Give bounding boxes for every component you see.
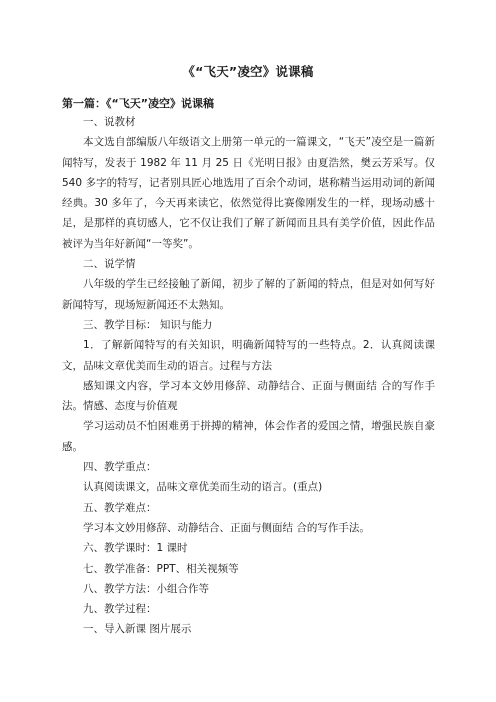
- paragraph-goals-emotion: 学习运动员不怕困难勇于拼搏的精神，体会作者的爱国之情，增强民族自豪感。: [62, 420, 435, 453]
- paragraph-goals-knowledge: 1．了解新闻特写的有关知识，明确新闻特写的一些特点。2．认真阅读课文，品味文章优美而生动的语言。过程与方法: [62, 339, 435, 372]
- paragraph-goals-process: 感知课文内容，学习本文妙用修辞、动静结合、正面与侧面结 合的写作手法。情感、态度与价值观: [62, 379, 435, 413]
- paragraph-heading-difficulties: 五、教学难点：: [83, 501, 157, 514]
- paragraph-heading-key-points: 四、教学重点：: [83, 461, 157, 474]
- document-title: 《“飞天”凌空》说课稿: [182, 64, 314, 79]
- paragraph-heading-process: 九、教学过程：: [83, 603, 157, 616]
- paragraph-heading-teaching-material: 一、说教材: [83, 116, 136, 128]
- paragraph-introduction: 一、导入新课 图片展示: [83, 623, 192, 636]
- paragraph-methods: 八、教学方法：小组合作等: [83, 582, 209, 595]
- paragraph-difficulties: 学习本文妙用修辞、动静结合、正面与侧面结 合的写作手法。: [83, 521, 370, 534]
- paragraph-key-points: 认真阅读课文，品味文章优美而生动的语言。(重点): [83, 481, 323, 494]
- paragraph-heading-student-analysis: 二、说学情: [83, 258, 136, 271]
- paragraph-class-hours: 六、教学课时：1 课时: [83, 542, 188, 555]
- paragraph-heading-teaching-goals: 三、教学目标： 知识与能力: [83, 318, 213, 331]
- body-text: [62, 112, 435, 640]
- paragraph-preparation: 七、教学准备：PPT、相关视频等: [83, 562, 239, 575]
- paragraph-student-analysis: 八年级的学生已经接触了新闻，初步了解的了新闻的特点，但是对如何写好新闻特写，现场短新闻还不太熟知。: [62, 278, 435, 311]
- paragraph-teaching-material: 本文选自部编版八年级语文上册第一单元的一篇课文，“飞天”凌空是一篇新闻特写，发表于 1982 年 11 月 25 日《光明日报》由夏浩然，樊云芳采写。仅 540 多字的特写，记者别具匠心地选用了百余个动词，堪称精当运用动词的新闻经典。30 多年了，今天再来读它，依然觉得比赛像刚发生的一样，现场动感十足，是那样的真切感人，它不仅让我们了解了新闻而且具有美学价值，因此作品被评为当年好新闻“一等奖”。: [62, 136, 435, 250]
- section-heading: 第一篇：《“飞天”凌空》说课稿: [62, 97, 214, 110]
